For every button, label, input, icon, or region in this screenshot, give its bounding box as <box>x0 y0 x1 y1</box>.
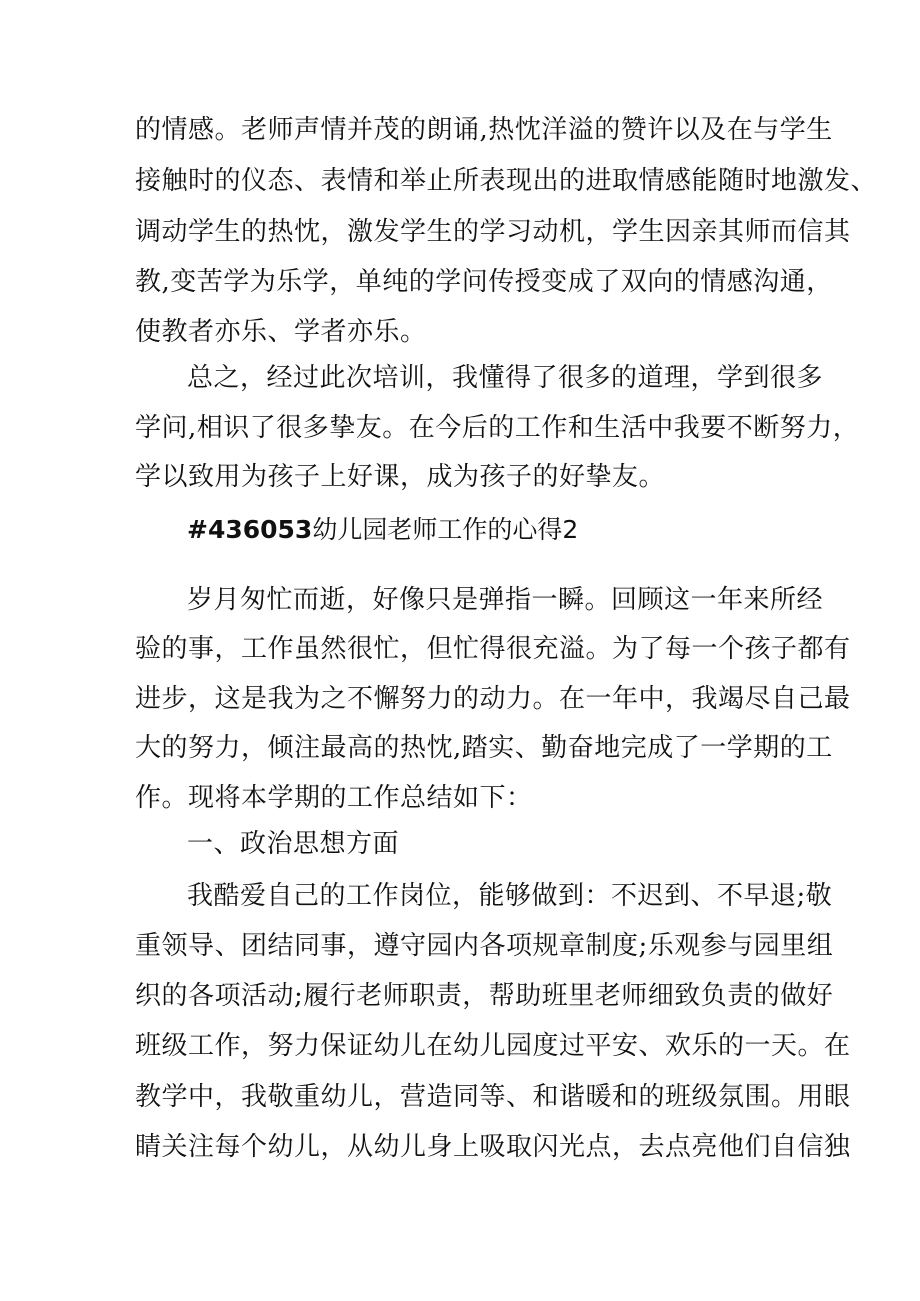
paragraph-line: 验的事，工作虽然很忙，但忙得很充溢。为了每一个孩子都有 <box>135 634 851 664</box>
paragraph-line: 的情感。老师声情并茂的朗诵,热忱洋溢的赞许以及在与学生 <box>135 115 833 145</box>
paragraph-line: 调动学生的热忱，激发学生的学习动机，学生因亲其师而信其 <box>135 217 851 247</box>
heading-title: 幼儿园老师工作的心得2 <box>312 515 579 544</box>
paragraph-line: 岁月匆忙而逝，好像只是弹指一瞬。回顾这一年来所经 <box>187 585 824 615</box>
paragraph-line: 教,变苦学为乐学，单纯的学问传授变成了双向的情感沟通， <box>135 267 833 297</box>
section-heading <box>187 514 578 546</box>
paragraph-line: 我酷爱自己的工作岗位，能够做到：不迟到、不早退;敬 <box>187 881 833 911</box>
paragraph-line: 重领导、团结同事，遵守园内各项规章制度;乐观参与园里组 <box>135 931 834 961</box>
paragraph-line: 织的各项活动;履行老师职责，帮助班里老师细致负责的做好 <box>135 981 834 1011</box>
paragraph-line: 学以致用为孩子上好课，成为孩子的好挚友。 <box>135 462 666 492</box>
section-title: 一、政治思想方面 <box>187 829 400 859</box>
heading-id: #436053 <box>187 515 313 544</box>
paragraph-line: 总之，经过此次培训，我懂得了很多的道理，学到很多 <box>187 363 824 393</box>
paragraph-line: 作。现将本学期的工作总结如下： <box>135 783 533 813</box>
paragraph-line: 进步，这是我为之不懈努力的动力。在一年中，我竭尽自己最 <box>135 684 851 714</box>
paragraph-line: 班级工作，努力保证幼儿在幼儿园度过平安、欢乐的一天。在 <box>135 1031 851 1061</box>
paragraph-line: 学问,相识了很多挚友。在今后的工作和生活中我要不断努力， <box>135 413 860 443</box>
paragraph-line: 接触时的仪态、表情和举止所表现出的进取情感能随时地激发、 <box>135 166 878 196</box>
paragraph-line: 使教者亦乐、学者亦乐。 <box>135 317 427 347</box>
paragraph-line: 大的努力，倾注最高的热忱,踏实、勤奋地完成了一学期的工 <box>135 733 833 763</box>
paragraph-line: 睛关注每个幼儿，从幼儿身上吸取闪光点，去点亮他们自信独 <box>135 1132 851 1162</box>
paragraph-line: 教学中，我敬重幼儿，营造同等、和谐暖和的班级氛围。用眼 <box>135 1082 851 1112</box>
